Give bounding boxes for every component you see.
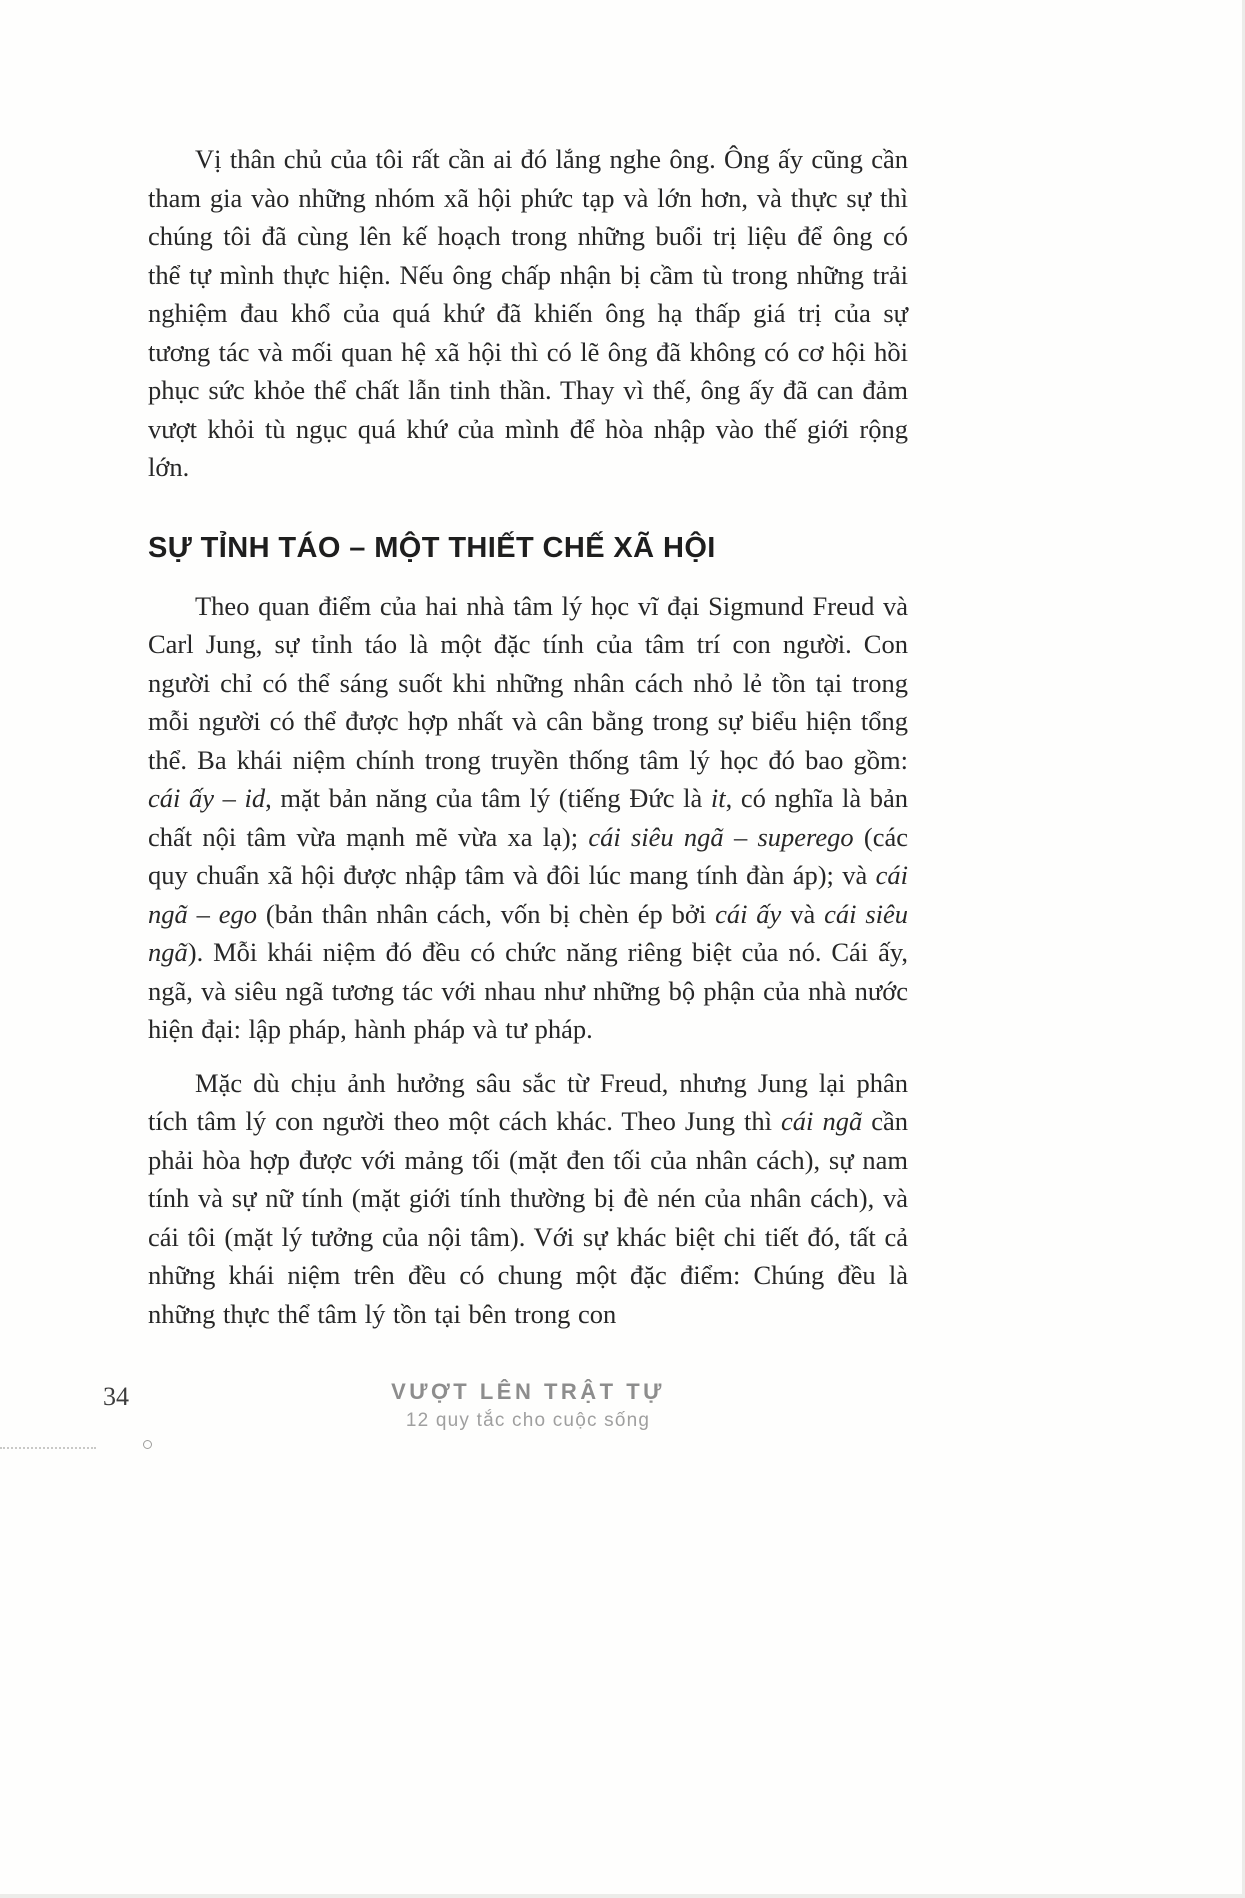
footer-circle-ornament	[143, 1440, 152, 1449]
paragraph: Mặc dù chịu ảnh hưởng sâu sắc từ Freud, nhưng Jung lại phân tích tâm lý con người theo một cách khác. Theo Jung thì cái ngã cần phải hòa hợp được với mảng tối (mặt đen tối của nhân cách), sự nam tính và sự nữ tính (mặt giới tính thường bị đè nén của nhân cách), và cái tôi (mặt lý tưởng của nội tâm). Với sự khác biệt chi tiết đó, tất cả những khái niệm trên đều có chung một đặc điểm: Chúng đều là những thực thể tâm lý tồn tại bên trong con	[148, 1067, 909, 1329]
footer-book-subtitle: 12 quy tắc cho cuộc sống	[405, 1410, 651, 1431]
page-number: 34	[103, 1382, 129, 1411]
footer-dotted-line	[0, 1447, 96, 1449]
footer-book-title: VƯỢT LÊN TRẬT TỰ	[391, 1379, 665, 1404]
paragraph: Theo quan điểm của hai nhà tâm lý học vĩ đại Sigmund Freud và Carl Jung, sự tỉnh táo là một đặc tính của tâm trí con người. Con người chỉ có thể sáng suốt khi những nhân cách nhỏ lẻ tồn tại trong mỗi người có thể được hợp nhất và cân bằng trong sự biểu hiện tổng thể. Ba khái niệm chính trong truyền thống tâm lý học đó bao gồm: cái ấy – id, mặt bản năng của tâm lý (tiếng Đức là it, có nghĩa là bản chất nội tâm vừa mạnh mẽ vừa xa lạ); cái siêu ngã – superego (các quy chuẩn xã hội được nhập tâm và đôi lúc mang tính đàn áp); và cái ngã – ego (bản thân nhân cách, vốn bị chèn ép bởi cái ấy và cái siêu ngã). Mỗi khái niệm đó đều có chức năng riêng biệt của nó. Cái ấy, ngã, và siêu ngã tương tác với nhau như những bộ phận của nhà nước hiện đại: lập pháp, hành pháp và tư pháp.	[148, 590, 909, 1044]
text-block	[148, 140, 908, 1333]
section-heading: SỰ TỈNH TÁO – MỘT THIẾT CHẾ XÃ HỘI	[148, 531, 716, 564]
footer-book-info	[148, 1379, 908, 1432]
paragraph: Vị thân chủ của tôi rất cần ai đó lắng nghe ông. Ông ấy cũng cần tham gia vào những nhóm xã hội phức tạp và lớn hơn, và thực sự thì chúng tôi đã cùng lên kế hoạch trong những buổi trị liệu để ông có thể tự mình thực hiện. Nếu ông chấp nhận bị cầm tù trong những trải nghiệm đau khổ của quá khứ đã khiến ông hạ thấp giá trị của sự tương tác và mối quan hệ xã hội thì có lẽ ông đã không có cơ hội hồi phục sức khỏe thể chất lẫn tinh thần. Thay vì thế, ông ấy đã can đảm vượt khỏi tù ngục quá khứ của mình để hòa nhập vào thế giới rộng lớn.	[148, 144, 908, 482]
